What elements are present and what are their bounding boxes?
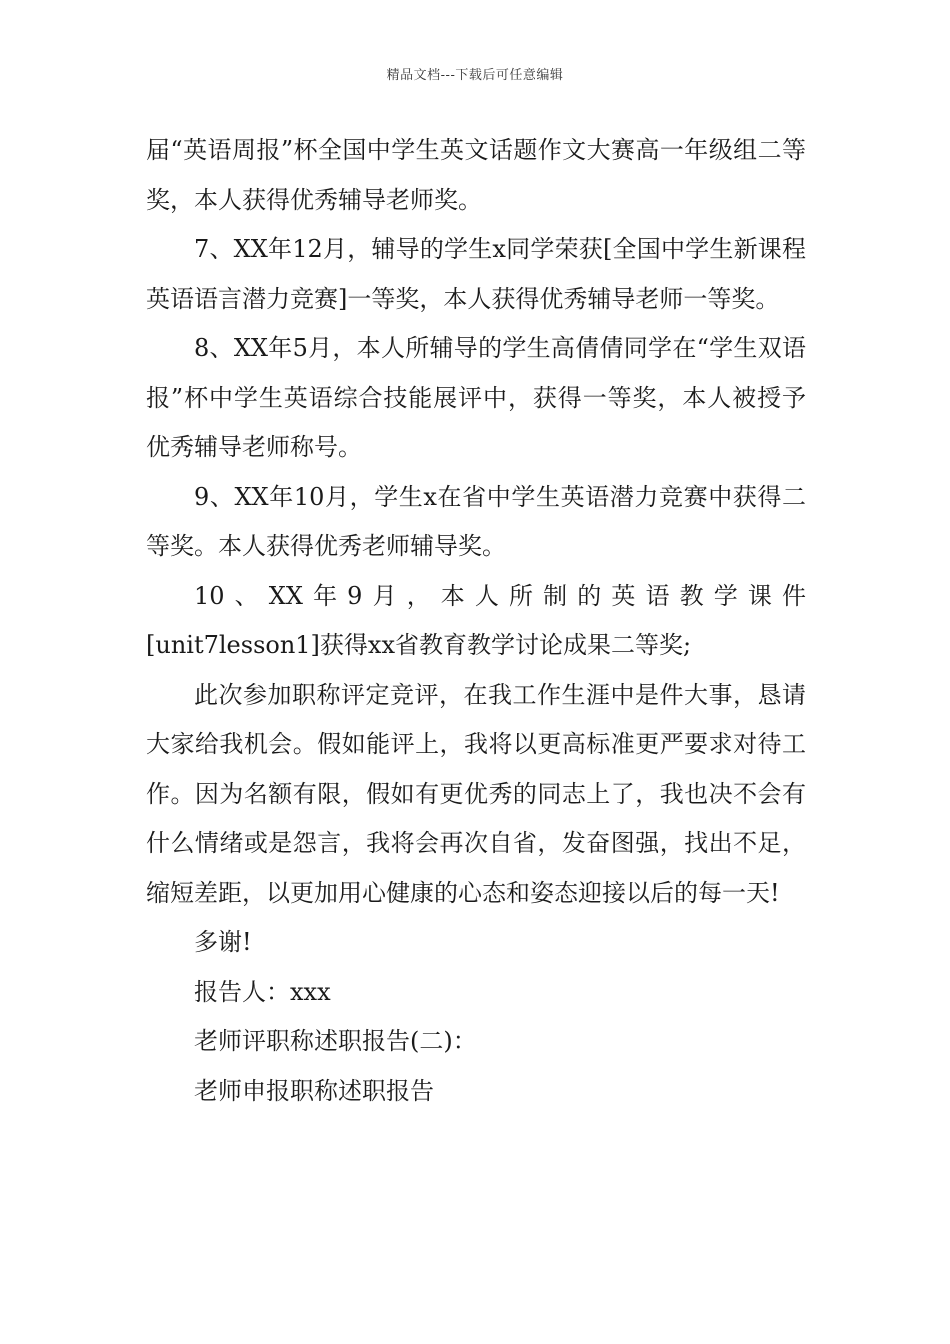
paragraph-item-10-continued: [unit7lesson1]获得xx省教育教学讨论成果二等奖;	[146, 631, 692, 659]
paragraph-closing-statement: 此次参加职称评定竞评，在我工作生涯中是件大事，恳请大家给我机会。假如能评上，我将以更高标准更严要求对待工作。因为名额有限，假如有更优秀的同志上了，我也决不会有什么情绪或是怨言，我将会再次自省，发奋图强，找出不足，缩短差距，以更加用心健康的心态和姿态迎接以后的每一天!	[146, 680, 806, 907]
paragraph-item-8: 8、XX年5月，本人所辅导的学生高倩倩同学在“学生双语报”杯中学生英语综合技能展评中，获得一等奖，本人被授予优秀辅导老师称号。	[146, 334, 806, 461]
paragraph-report-title: 老师申报职称述职报告	[194, 1076, 434, 1105]
page-header: 精品文档---下载后可任意编辑	[386, 68, 564, 83]
paragraph-thanks: 多谢!	[194, 928, 252, 956]
paragraph-item-9: 9、XX年10月，学生x在省中学生英语潜力竞赛中获得二等奖。本人获得优秀老师辅导奖。	[146, 482, 806, 560]
paragraph-award-continued: 届“英语周报”杯全国中学生英文话题作文大赛高一年级组二等奖，本人获得优秀辅导老师奖。	[146, 136, 806, 214]
document-body	[146, 126, 806, 1116]
paragraph-item-10: 10、XX年9月，本人所制的英语教学课件	[194, 581, 806, 610]
paragraph-reporter: 报告人：xxx	[194, 977, 331, 1006]
paragraph-item-7: 7、XX年12月，辅导的学生x同学荣获[全国中学生新课程英语语言潜力竞赛]一等奖，本人获得优秀辅导老师一等奖。	[146, 235, 806, 313]
paragraph-section-title: 老师评职称述职报告(二)：	[194, 1027, 477, 1055]
